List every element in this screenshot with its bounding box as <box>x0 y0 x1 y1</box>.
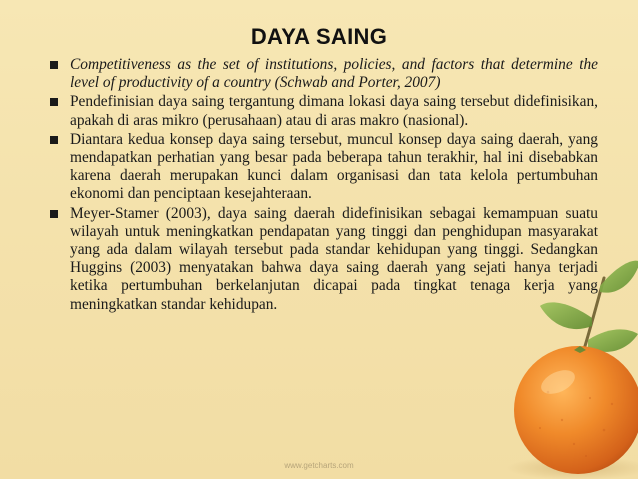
slide-title: DAYA SAING <box>250 24 388 49</box>
square-bullet-icon <box>50 210 58 218</box>
bullet-item <box>50 131 598 204</box>
bullet-text: Pendefinisian daya saing tergantung dimana lokasi daya saing tersebut didefinisikan, apakah di aras mikro (perusahaan) atau di aras makro (nasional). <box>70 93 598 129</box>
footer-watermark: www.getcharts.com <box>284 461 354 470</box>
square-bullet-icon <box>50 136 58 144</box>
bullet-item <box>50 205 598 314</box>
square-bullet-icon <box>50 61 58 69</box>
square-bullet-icon <box>50 98 58 106</box>
bullet-text: Meyer-Stamer (2003), daya saing daerah didefinisikan sebagai kemampuan suatu wilayah untuk meningkatkan pendapatan yang tinggi dan penghidupan masyarakat yang ada dalam wilayah tersebut pada standar kehidupan yang tinggi. Sedangkan Huggins (2003) menyatakan bahwa daya saing daerah yang sejati hanya terjadi ketika pertumbuhan berkelanjutan dicapai pada tingkat tenaga kerja yang meningkatkan standar kehidupan. <box>70 204 598 313</box>
bullet-list <box>50 56 598 315</box>
bullet-item <box>50 56 598 92</box>
bullet-item <box>50 93 598 129</box>
bullet-text: Competitiveness as the set of institutions, policies, and factors that determine the level of productivity of a country (Schwab and Porter, 2007) <box>70 56 598 92</box>
bullet-text: Diantara kedua konsep daya saing tersebut, muncul konsep daya saing daerah, yang mendapatkan perhatian yang besar pada beberapa tahun terakhir, hal ini disebabkan karena daerah merupakan kunci dalam organisasi dan tata kelola pertumbuhan ekonomi dan penciptaan kesejahteraan. <box>70 130 598 203</box>
